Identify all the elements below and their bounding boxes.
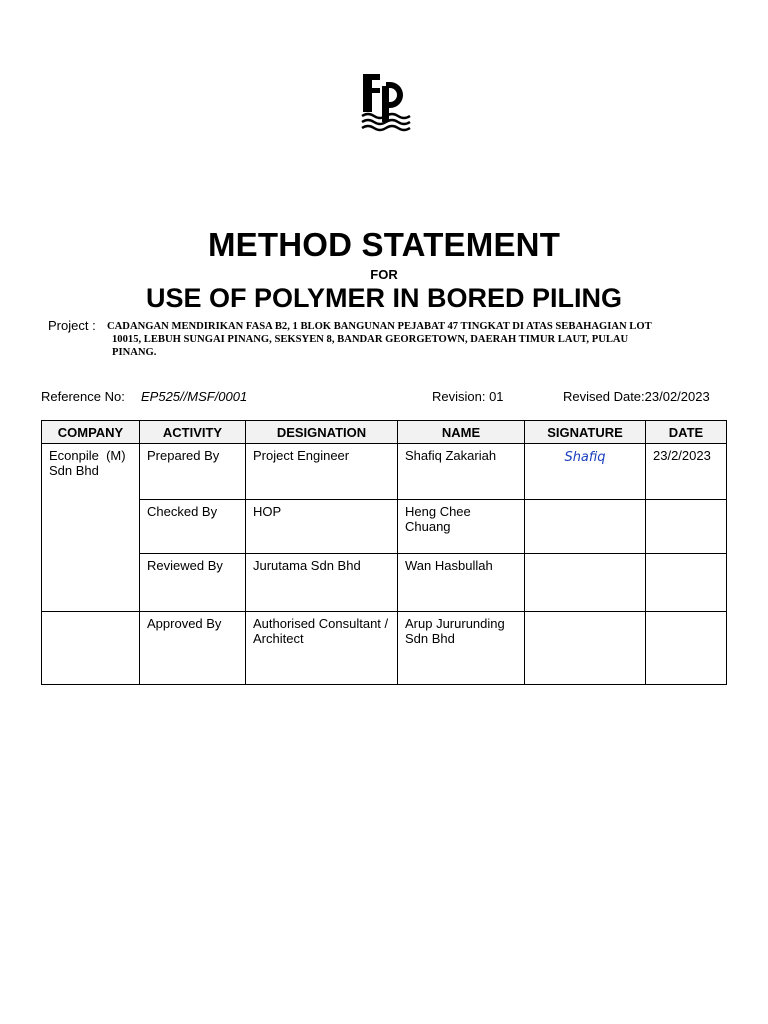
name-text: Arup Jururunding Sdn Bhd [405,616,505,646]
signature-cell [525,554,646,612]
designation-cell [246,500,398,554]
reference-label: Reference No: [41,389,125,404]
designation-cell [246,554,398,612]
activity-text: Reviewed By [147,558,223,573]
signature-cell [525,612,646,685]
header-name: NAME [398,421,525,444]
date-cell [646,500,727,554]
activity-text: Approved By [147,616,222,631]
handwritten-signature: Shafiq [564,450,606,465]
company-cell [42,612,140,685]
name-text: Wan Hasbullah [405,558,493,573]
table-row [42,554,727,612]
project-line-3: PINANG. [112,347,157,358]
name-text: Heng Chee Chuang [405,504,471,534]
name-text: Shafiq Zakariah [405,448,497,463]
document-title: METHOD STATEMENT [207,226,561,263]
header-activity: ACTIVITY [140,421,246,444]
header-signature: SIGNATURE [525,421,646,444]
revised-date: Revised Date:23/02/2023 [563,389,710,404]
designation-text: Project Engineer [253,448,350,463]
company-name: Econpile (M) Sdn Bhd [49,448,130,478]
project-description [107,320,721,359]
name-cell [398,500,525,554]
signature-cell [525,444,646,500]
header-company: COMPANY [42,421,140,444]
for-label: FOR [370,267,398,282]
activity-cell [140,554,246,612]
date-cell [646,444,727,500]
activity-cell [140,612,246,685]
date-cell [646,554,727,612]
table-header-row [42,421,727,444]
designation-text: HOP [253,504,282,519]
activity-text: Checked By [147,504,218,519]
designation-cell [246,444,398,500]
table-row [42,612,727,685]
company-cell [42,444,140,612]
table-row [42,500,727,554]
activity-cell [140,444,246,500]
approval-table [41,420,727,685]
table-row [42,444,727,500]
name-cell [398,554,525,612]
revision-number: Revision: 01 [432,389,504,404]
signature-cell [525,500,646,554]
designation-text: Jurutama Sdn Bhd [253,558,361,573]
designation-cell [246,612,398,685]
name-cell [398,444,525,500]
project-line-1: CADANGAN MENDIRIKAN FASA B2, 1 BLOK BANGUNAN PEJABAT 47 TINGKAT DI ATAS SEBAHAGIAN LOT [107,321,652,332]
company-logo [361,72,413,138]
date-text: 23/2/2023 [653,448,711,463]
name-cell [398,612,525,685]
activity-cell [140,500,246,554]
document-subtitle: USE OF POLYMER IN BORED PILING [145,283,623,313]
date-cell [646,612,727,685]
project-label: Project : [48,318,96,333]
header-date: DATE [646,421,727,444]
header-designation: DESIGNATION [246,421,398,444]
activity-text: Prepared By [147,448,220,463]
designation-text: Authorised Consultant / Architect [253,616,389,646]
project-line-2: 10015, LEBUH SUNGAI PINANG, SEKSYEN 8, BANDAR GEORGETOWN, DAERAH TIMUR LAUT, PULAU [112,334,629,345]
reference-number: EP525//MSF/0001 [141,389,248,404]
